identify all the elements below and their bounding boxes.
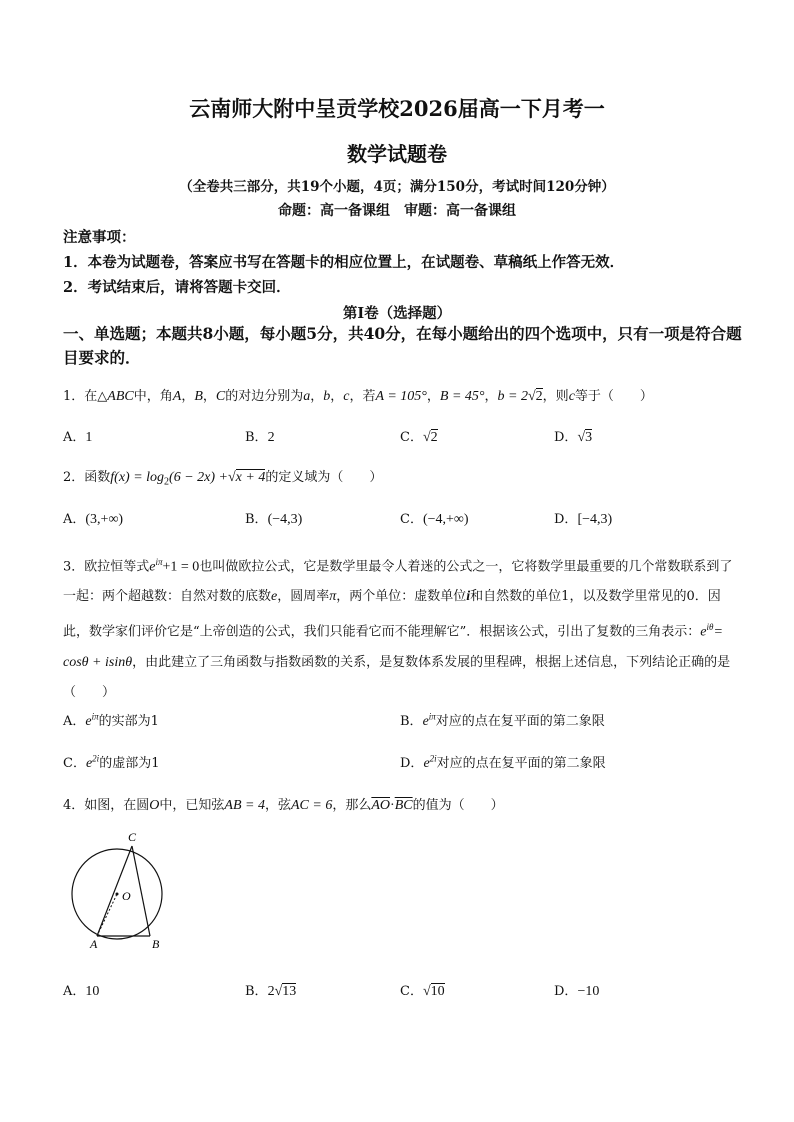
- exam-info: （全卷共三部分，共19个小题，4页；满分150分，考试时间120分钟）: [179, 179, 615, 195]
- q1-option-d: D．√3: [554, 430, 593, 445]
- q4-option-c: C．√10: [400, 984, 445, 999]
- exam-subtitle: 数学试题卷: [347, 142, 447, 166]
- label-o: O: [122, 889, 131, 903]
- q4-option-a: A．10: [63, 984, 100, 999]
- notice-heading: 注意事项：: [63, 229, 136, 246]
- question-4: 4．如图，在圆O中，已知弦AB = 4，弦AC = 6，那么$\overline{AO}\cdot\overline{BC}$的值为（ ）: [63, 798, 504, 813]
- q1-option-c: C．√2: [400, 430, 438, 445]
- label-c: C: [128, 830, 137, 844]
- exam-staff: 命题：高一备课组 审题：高一备课组: [278, 203, 516, 219]
- exam-title: 云南师大附中呈贡学校2026届高一下月考一: [189, 96, 605, 121]
- question-1: 1．在△ABC中，角A，B，C的对边分别为a，b，c，若A = 105°，B = 45°，b = 2√2，则c等于（ ）: [63, 389, 653, 404]
- q3-option-d: D．$e^{2i}$对应的点在复平面的第二象限: [400, 753, 606, 771]
- center-point: [116, 893, 119, 896]
- q4-option-b: B．2√13: [245, 984, 297, 999]
- q2-option-c: C．(−4,+∞): [400, 512, 469, 527]
- q2-option-a: A．(3,+∞): [63, 512, 124, 527]
- label-a: A: [90, 937, 98, 951]
- q1-option-b: B．2: [245, 430, 275, 445]
- notice-item-2: 2．考试结束后，请将答题卡交回．: [63, 279, 291, 296]
- question-2: 2．函数$f(x) = \log_2(6 - 2x) +√x + 4$的定义域为（ ）: [63, 470, 383, 488]
- q2-option-d: D．[−4,3): [554, 512, 613, 527]
- question-3: 3．欧拉恒等式$e^{i\pi}+1 = 0$也叫做欧拉公式，它是数学里最令人着迷的公式之一，它将数学里最重要的几个常数联系到了一起：两个超越数：自然对数的底数e，圆周率π，两个单位：虚数单位i和自然数的单位1，以及数学里常见的0．因此，数学家们评价它是“上帝创造的公式，我们只能看它而不能理解它”．根据该公式，引出了复数的三角表示：$e^{i\theta}= \cos\theta + isin\theta$，由此建立了三角函数与指数函数的关系，是复数体系发展的里程碑，根据上述信息，下列结论正确的是（ ）: [63, 557, 733, 700]
- label-b: B: [152, 937, 160, 951]
- q4-option-d: D．−10: [554, 984, 600, 999]
- q3-option-a: A．$e^{i\pi}$的实部为1: [63, 711, 159, 729]
- part-title: 第Ⅰ卷（选择题）: [342, 305, 452, 322]
- q1-option-a: A．1: [63, 430, 93, 445]
- chord-bc: [132, 846, 150, 936]
- section-title: 一、单选题；本题共8小题，每小题5分，共40分，在每小题给出的四个选项中，只有一项是符合题目要求的．: [63, 324, 742, 367]
- circle-figure: [64, 828, 174, 953]
- q3-option-c: C．$e^{2i}$的虚部为1: [63, 753, 160, 771]
- notice-item-1: 1．本卷为试题卷，答案应书写在答题卡的相应位置上，在试题卷、草稿纸上作答无效．: [63, 254, 625, 271]
- q2-option-b: B．(−4,3): [245, 512, 303, 527]
- q3-option-b: B．$e^{i\pi}$对应的点在复平面的第二象限: [400, 711, 605, 729]
